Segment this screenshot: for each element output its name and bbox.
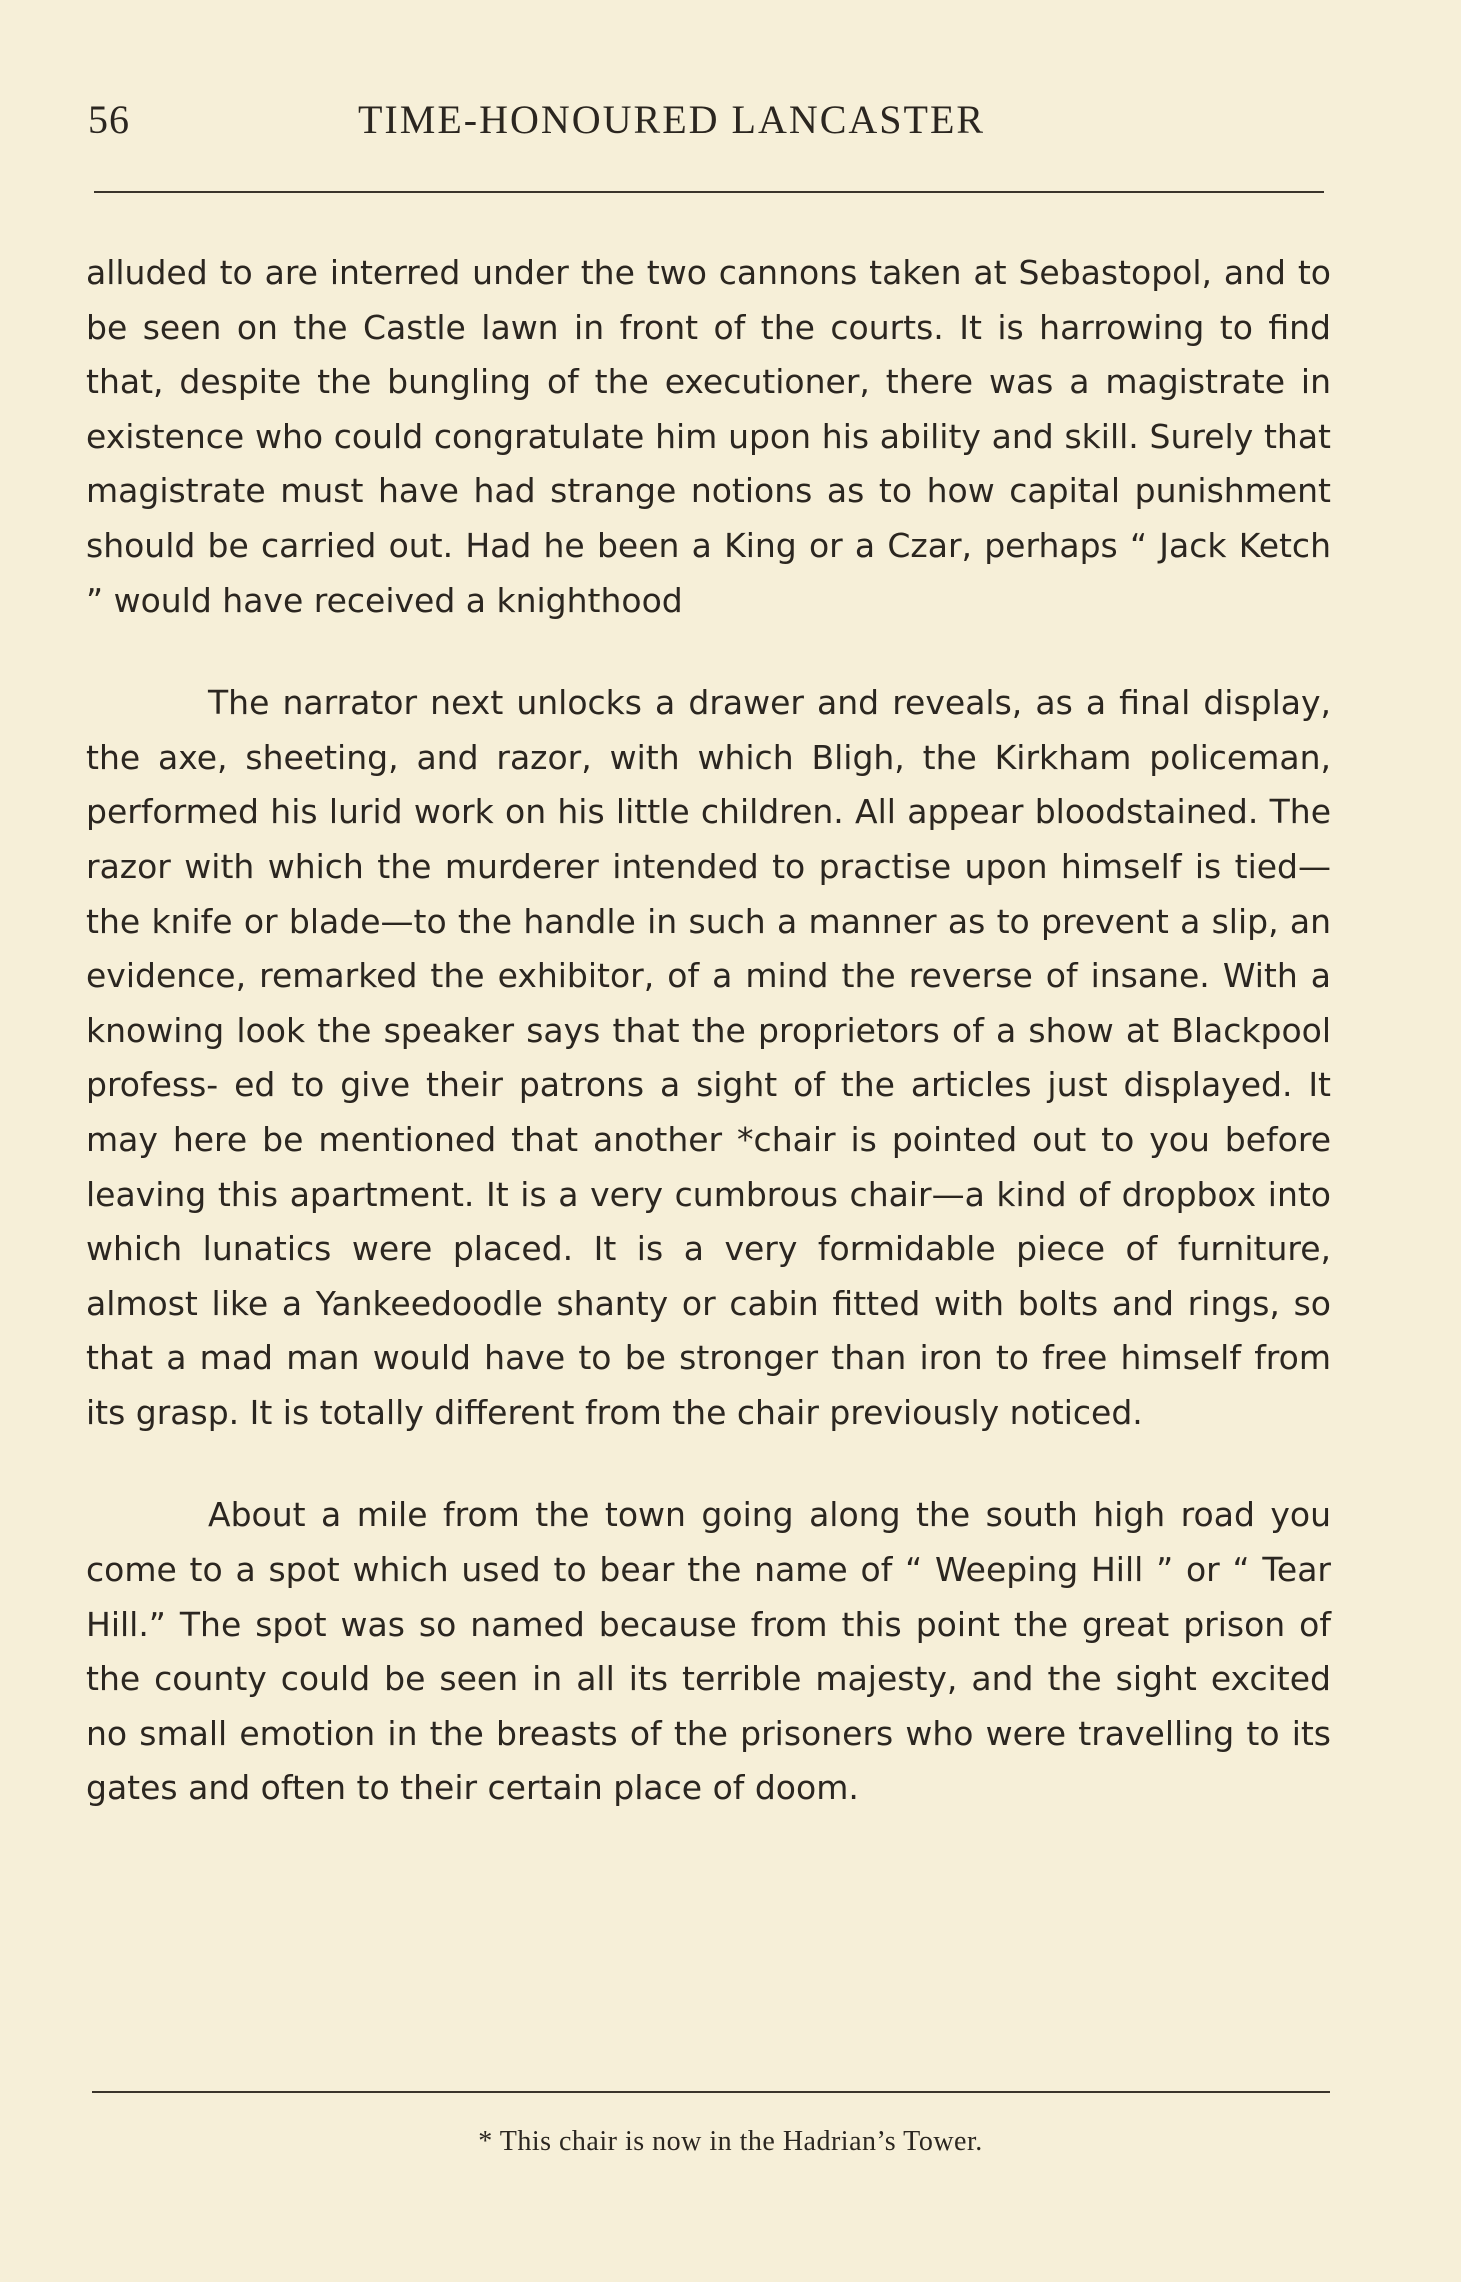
paragraph-1: alluded to are interred under the two cannons taken at Sebastopol, and to be seen on the Castle lawn in front of the courts. It is harrowing to find that, despite the bungling of the executioner, there was a magistrate in existence who could congratulate him upon his ability and skill. Surely that magistrate must have had strange notions as to how capital punishment should be carried out. Had he been a King or a Czar, perhaps “ Jack Ketch ” would have received a knighthood bbox=[86, 253, 1331, 620]
header-rule bbox=[94, 191, 1324, 193]
paragraph-3: About a mile from the town going along the south high road you come to a spot which used to bear the name of “ Weeping Hill ” or “ Tear Hill.” The spot was so named because from this point the great prison of the county could be seen in all its terrible majesty, and the sight excited no small emotion in the breasts of the prisoners who were travelling to its gates and often to their certain place of doom. bbox=[86, 1495, 1331, 1808]
footnote: * This chair is now in the Hadrian’s Tower. bbox=[478, 2126, 983, 2157]
paragraph-2: The narrator next unlocks a drawer and reveals, as a final display, the axe, sheeting, and razor, with which Bligh, the Kirkham policeman, performed his lurid work on his little children. All appear bloodstained. The razor with which the murderer intended to practise upon himself is tied—the knife or blade—to the handle in such a manner as to prevent a slip, an evidence, remarked the exhibitor, of a mind the reverse of insane. With a knowing look the speaker says that the proprietors of a show at Blackpool profess- ed to give their patrons a sight of the articles just displayed. It may here be mentioned that another *chair is pointed out to you before leaving this apartment. It is a very cumbrous chair—a kind of dropbox into which lunatics were placed. It is a very formidable piece of furniture, almost like a Yankeedoodle shanty or cabin fitted with bolts and rings, so that a mad man would have to be stronger than iron to free himself from its grasp. It is totally different from the chair previously noticed. bbox=[86, 683, 1331, 1432]
body-text bbox=[86, 246, 1331, 1816]
page-header bbox=[88, 96, 1328, 156]
page-number: 56 bbox=[88, 97, 130, 142]
running-title: TIME-HONOURED LANCASTER bbox=[358, 97, 986, 142]
footnote-rule bbox=[92, 2091, 1330, 2093]
